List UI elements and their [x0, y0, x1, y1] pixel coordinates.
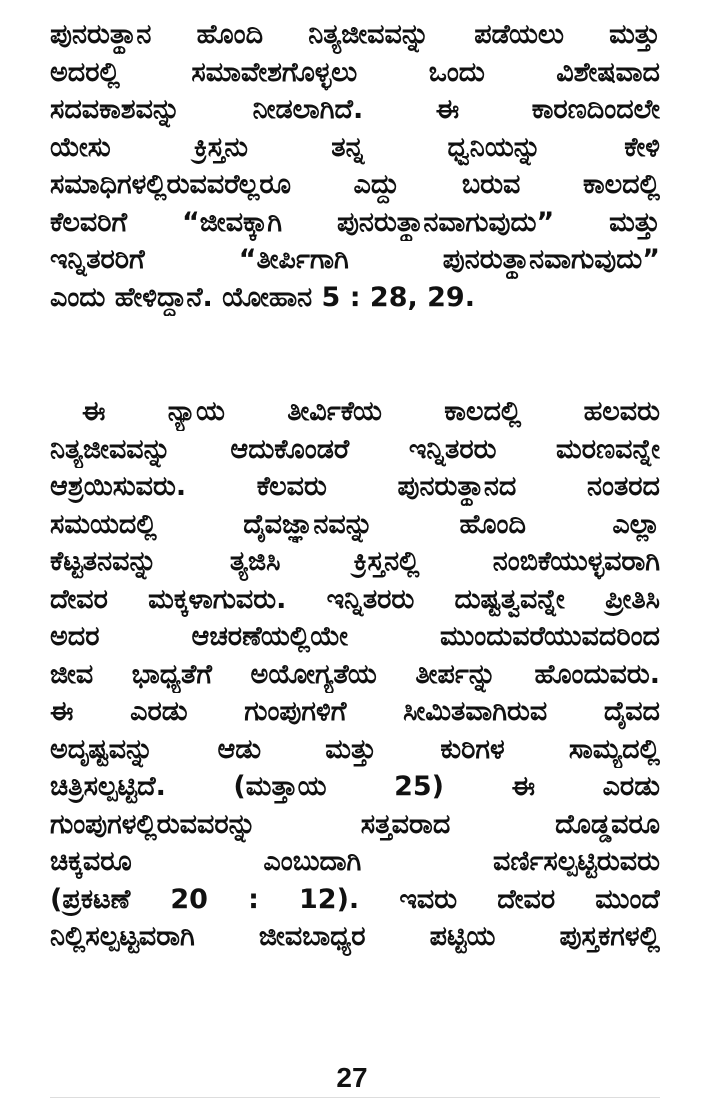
page-edge-divider [50, 1097, 660, 1098]
text-line: ಜೀವ ಭಾಧ್ಯತೆಗೆ ಅಯೋಗ್ಯತೆಯ ತೀರ್ಪನ್ನು ಹೊಂದುವರು. [50, 658, 660, 690]
text-line: ಸಮಾಧಿಗಳಲ್ಲಿರುವವರೆಲ್ಲರೂ ಎದ್ದು ಬರುವ ಕಾಲದಲ್ಲಿ [50, 169, 660, 200]
text-line: ಸದವಕಾಶವನ್ನು ನೀಡಲಾಗಿದೆ. ಈ ಕಾರಣದಿಂದಲೇ [50, 94, 660, 125]
text-line: ಸಮಯದಲ್ಲಿ ದೈವಜ್ಞಾನವನ್ನು ಹೊಂದಿ ಎಲ್ಲಾ [50, 508, 660, 540]
page-number: 27 [336, 1062, 368, 1093]
text-line: ಕೆಲವರಿಗೆ “ಜೀವಕ್ಕಾಗಿ ಪುನರುತ್ಥಾನವಾಗುವುದು” ಮತ್ತು [50, 206, 660, 238]
text-line: ನಿಲ್ಲಿಸಲ್ಪಟ್ಟವರಾಗಿ ಜೀವಬಾಧ್ಯರ ಪಟ್ಟಿಯ ಪುಸ್ತಕಗಳಲ್ಲಿ [50, 921, 660, 952]
text-line: ಎಂದು ಹೇಳಿದ್ದಾನೆ. ಯೋಹಾನ 5 : 28, 29. [50, 281, 475, 313]
text-line: ಚಿತ್ರಿಸಲ್ಪಟ್ಟಿದೆ. (ಮತ್ತಾಯ 25) ಈ ಎರಡು [50, 771, 660, 802]
text-line: (ಪ್ರಕಟಣೆ 20 : 12). ಇವರು ದೇವರ ಮುಂದೆ [50, 883, 660, 915]
paragraph-2 [50, 393, 660, 956]
text-line: ಕೆಟ್ಟತನವನ್ನು ತ್ಯಜಿಸಿ ಕ್ರಿಸ್ತನಲ್ಲಿ ನಂಬಿಕೆಯುಳ್ಳವರಾಗಿ [50, 546, 660, 577]
paragraph-1 [50, 16, 660, 316]
text-line: ಗುಂಪುಗಳಲ್ಲಿರುವವರನ್ನು ಸತ್ತವರಾದ ದೊಡ್ಡವರೂ [50, 808, 660, 840]
text-line: ಯೇಸು ಕ್ರಿಸ್ತನು ತನ್ನ ಧ್ವನಿಯನ್ನು ಕೇಳಿ [50, 131, 660, 163]
text-line: ನಿತ್ಯಜೀವವನ್ನು ಆದುಕೊಂಡರೆ ಇನ್ನಿತರರು ಮರಣವನ್ನೇ [50, 433, 660, 465]
text-line: ಈ ನ್ಯಾಯ ತೀರ್ವಿಕೆಯ ಕಾಲದಲ್ಲಿ ಹಲವರು [82, 396, 660, 427]
text-line: ಅದರಲ್ಲಿ ಸಮಾವೇಶಗೊಳ್ಳಲು ಒಂದು ವಿಶೇಷವಾದ [50, 56, 660, 88]
text-line: ಆಶ್ರಯಿಸುವರು. ಕೆಲವರು ಪುನರುತ್ಥಾನದ ನಂತರದ [50, 471, 660, 502]
text-line: ಈ ಎರಡು ಗುಂಪುಗಳಿಗೆ ಸೀಮಿತವಾಗಿರುವ ದೈವದ [50, 696, 660, 727]
text-line: ಪುನರುತ್ಥಾನ ಹೊಂದಿ ನಿತ್ಯಜೀವವನ್ನು ಪಡೆಯಲು ಮತ್ತು [50, 19, 660, 50]
text-line: ಚಿಕ್ಕವರೂ ಎಂಬುದಾಗಿ ವರ್ಣಿಸಲ್ಪಟ್ಟಿರುವರು [50, 846, 660, 877]
text-line: ದೇವರ ಮಕ್ಕಳಾಗುವರು. ಇನ್ನಿತರರು ದುಷ್ಟತ್ವವನ್ನೇ ಪ್ರೀತಿಸಿ [50, 583, 660, 615]
text-line: ಅದೃಷ್ಟವನ್ನು ಆಡು ಮತ್ತು ಕುರಿಗಳ ಸಾಮ್ಯದಲ್ಲಿ [50, 733, 660, 765]
text-line: ಅದರ ಆಚರಣೆಯಲ್ಲಿಯೇ ಮುಂದುವರೆಯುವದರಿಂದ [50, 621, 660, 652]
text-line: ಇನ್ನಿತರರಿಗೆ “ತೀರ್ಪಿಗಾಗಿ ಪುನರುತ್ಥಾನವಾಗುವುದು” [50, 244, 660, 275]
